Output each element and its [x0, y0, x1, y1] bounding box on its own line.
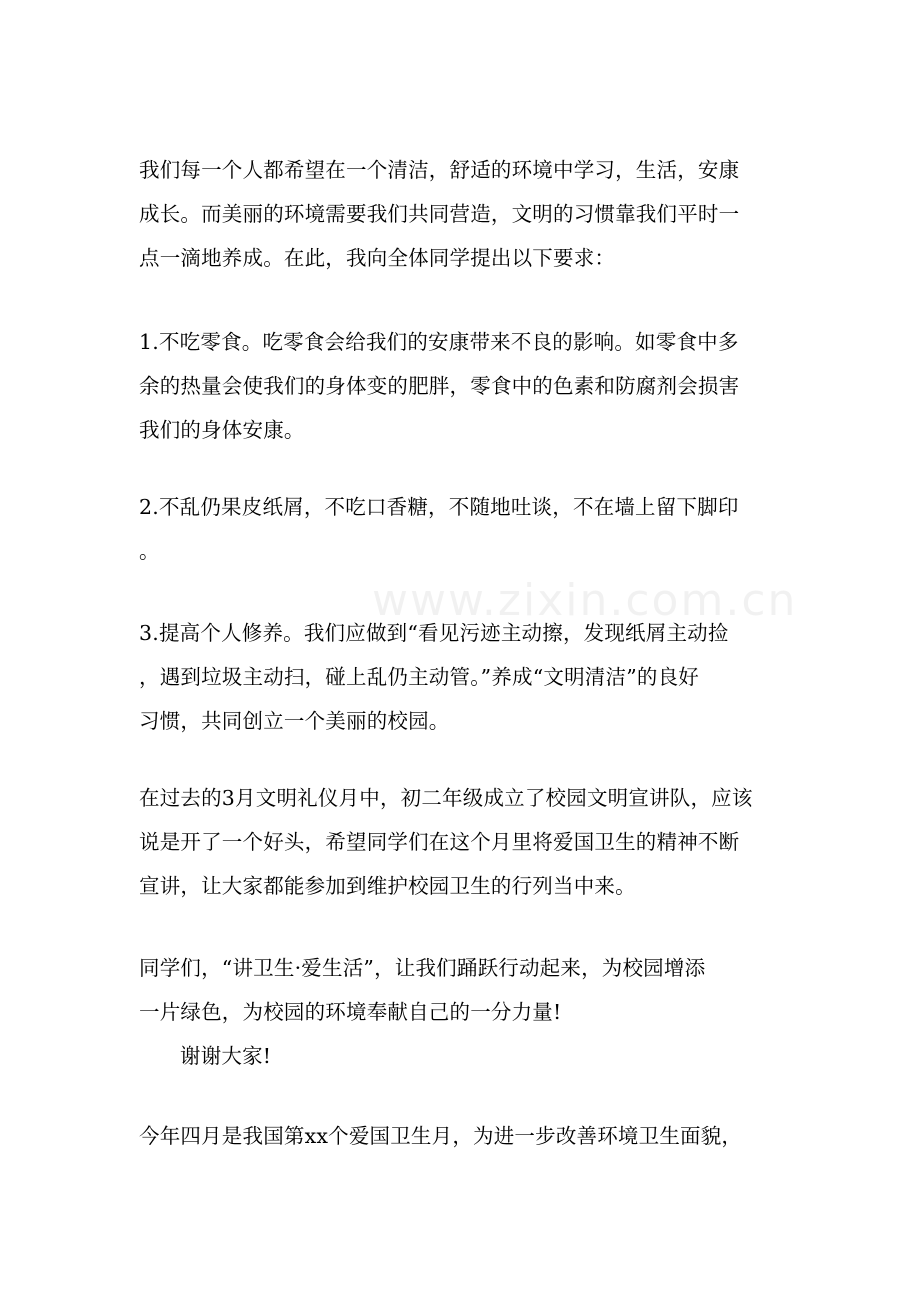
text-line: 3.提高个人修养。我们应做到“看见污迹主动擦，发现纸屑主动捡: [139, 621, 729, 645]
paragraph-april: [139, 1114, 789, 1158]
text-line: 在过去的3月文明礼仪月中，初二年级成立了校园文明宣讲队，应该: [139, 786, 753, 810]
text-line: 1.不吃零食。吃零食会给我们的安康带来不良的影响。如零食中多: [139, 330, 739, 354]
paragraph-item-2: [139, 485, 789, 573]
paragraph-intro: [139, 148, 789, 280]
paragraph-march: [139, 776, 789, 908]
text-line: 今年四月是我国第xx个爱国卫生月，为进一步改善环境卫生面貌，: [139, 1124, 743, 1148]
text-line: 点一滴地养成。在此，我向全体同学提出以下要求：: [139, 246, 616, 270]
text-line: ，遇到垃圾主动扫，碰上乱仍主动管。”养成“文明清洁”的良好: [139, 665, 699, 689]
text-line: 同学们，“讲卫生·爱生活”，让我们踊跃行动起来，为校园增添: [139, 956, 706, 980]
paragraph-closing: [139, 946, 789, 1078]
text-line: 我们的身体安康。: [139, 418, 305, 442]
watermark: www.zixin.com.cn: [372, 575, 798, 626]
text-line: 2.不乱仍果皮纸屑，不吃口香糖，不随地吐谈，不在墙上留下脚印: [139, 495, 739, 519]
text-line: 我们每一个人都希望在一个清洁，舒适的环境中学习，生活，安康: [139, 158, 740, 182]
text-line: 宣讲，让大家都能参加到维护校园卫生的行列当中来。: [139, 874, 636, 898]
thanks-line: 谢谢大家!: [180, 1044, 272, 1068]
paragraph-item-1: [139, 320, 789, 452]
text-line: 成长。而美丽的环境需要我们共同营造，文明的习惯靠我们平时一: [139, 202, 740, 226]
text-line: 一片绿色，为校园的环境奉献自己的一分力量!: [139, 1000, 562, 1024]
paragraph-item-3: [139, 611, 789, 743]
text-line: 说是开了一个好头，希望同学们在这个月里将爱国卫生的精神不断: [139, 830, 740, 854]
text-line: 习惯，共同创立一个美丽的校园。: [139, 709, 450, 733]
text-line: 余的热量会使我们的身体变的肥胖，零食中的色素和防腐剂会损害: [139, 374, 740, 398]
text-line: 。: [139, 539, 160, 563]
